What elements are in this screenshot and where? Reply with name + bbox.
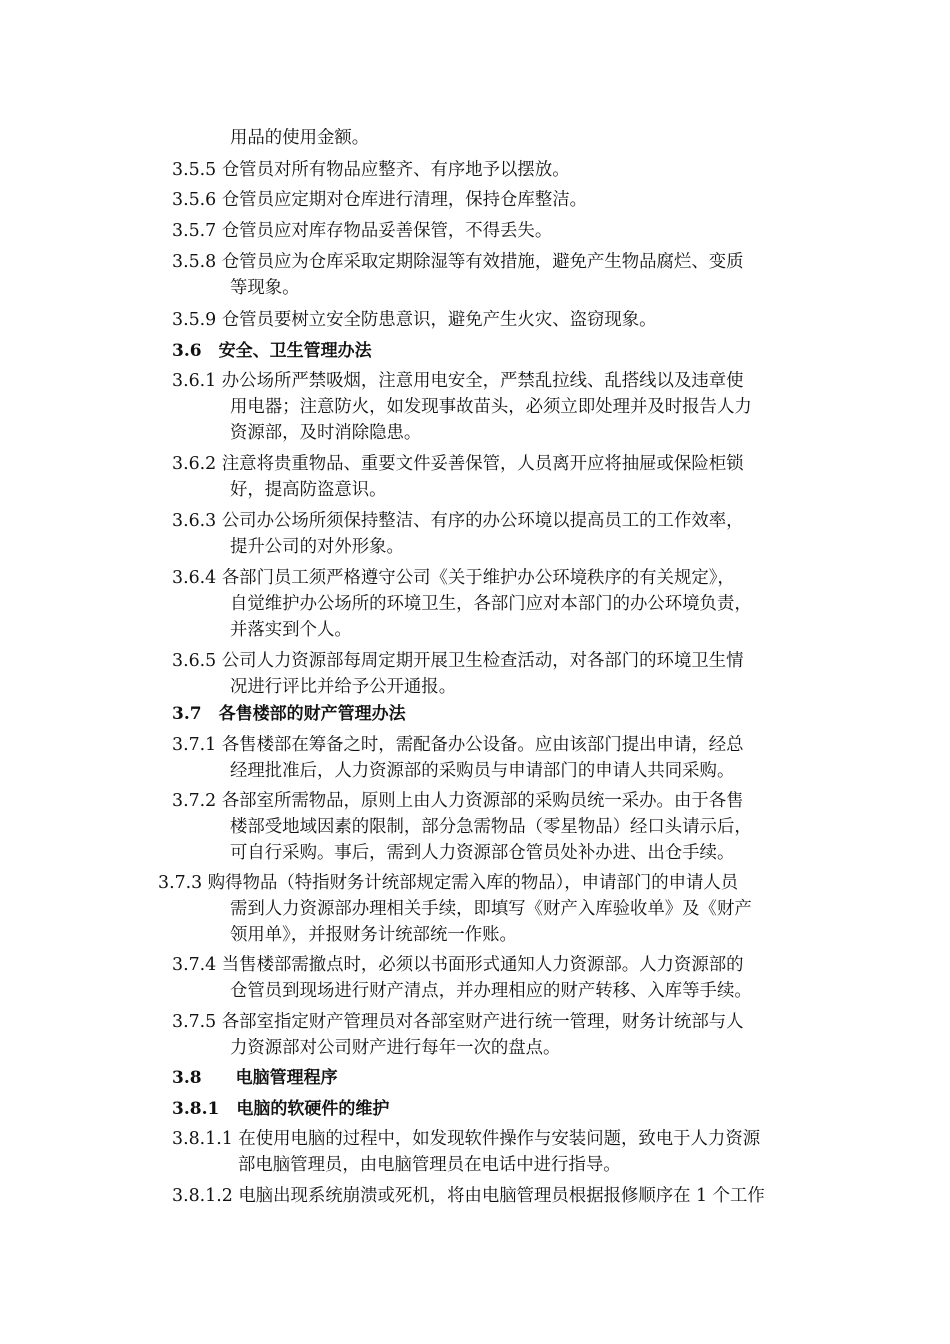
paragraph-3-8-1-1: [172, 1126, 760, 1152]
section-heading-3-8: 3.8 电脑管理程序: [172, 1068, 338, 1088]
section-heading-3-6: 3.6 安全、卫生管理办法: [172, 341, 372, 361]
paragraph-line: 仓管员对所有物品应整齐、有序地予以摆放。: [221, 160, 570, 180]
clause-number: 3.8.1.1: [172, 1129, 233, 1149]
paragraph-line: 各部室指定财产管理员对各部室财产进行统一管理，财务计统部与人: [221, 1012, 744, 1032]
clause-number: 3.7.5: [172, 1012, 217, 1032]
paragraph-line: 仓管员要树立安全防患意识，避免产生火灾、盗窃现象。: [221, 310, 657, 330]
paragraph-3-6-5: [172, 648, 744, 674]
clause-number: 3.7.1: [172, 735, 217, 755]
paragraph-line: 在使用电脑的过程中，如发现软件操作与安装问题，致电于人力资源: [238, 1129, 761, 1149]
paragraph-3-6-1: [172, 368, 744, 394]
paragraph-continuation: [230, 591, 752, 617]
paragraph-continuation: [230, 896, 752, 922]
section-heading-3-7: 3.7 各售楼部的财产管理办法: [172, 704, 406, 724]
paragraph-3-7-1: [172, 732, 744, 758]
paragraph-continuation: [230, 814, 752, 840]
clause-number: 3.6.5: [172, 651, 217, 671]
paragraph-3-5-5: [172, 157, 570, 183]
clause-number: 3.6.1: [172, 371, 217, 391]
paragraph-line: 领用单》，并报财务计统部统一作账。: [230, 925, 517, 945]
clause-number: 3.8.1.2: [172, 1186, 233, 1206]
paragraph-line: 用品的使用金额。: [230, 128, 370, 148]
paragraph-continuation: [230, 674, 456, 700]
clause-number: 3.5.7: [172, 221, 217, 241]
paragraph-line: 楼部受地域因素的限制，部分急需物品（零星物品）经口头请示后，: [230, 817, 752, 837]
paragraph-line: 各售楼部在筹备之时，需配备办公设备。应由该部门提出申请，经总: [221, 735, 744, 755]
paragraph-line: 资源部，及时消除隐患。: [230, 423, 422, 443]
paragraph-continuation: [230, 534, 404, 560]
clause-number: 3.5.8: [172, 252, 217, 272]
paragraph-line: 仓管员应对库存物品妥善保管，不得丢失。: [221, 221, 553, 241]
paragraph-3-7-2: [172, 788, 744, 814]
paragraph-line: 需到人力资源部办理相关手续，即填写《财产入库验收单》及《财产: [230, 899, 752, 919]
paragraph-3-5-9: [172, 307, 657, 333]
paragraph-line: 好，提高防盗意识。: [230, 480, 387, 500]
clause-number: 3.6.2: [172, 454, 217, 474]
paragraph-continuation: [230, 758, 734, 784]
paragraph-line: 各部门员工须严格遵守公司《关于维护办公环境秩序的有关规定》，: [221, 568, 735, 588]
paragraph-continuation: [230, 394, 752, 420]
clause-number: 3.7.3: [158, 873, 203, 893]
paragraph-line: 用电器；注意防火，如发现事故苗头，必须立即处理并及时报告人力: [230, 397, 752, 417]
paragraph-3-5-7: [172, 218, 552, 244]
clause-number: 3.6.4: [172, 568, 217, 588]
paragraph-line: 仓管员应定期对仓库进行清理，保持仓库整洁。: [221, 190, 587, 210]
paragraph-line: 公司人力资源部每周定期开展卫生检查活动，对各部门的环境卫生情: [221, 651, 744, 671]
paragraph-line: 购得物品（特指财务计统部规定需入库的物品），申请部门的申请人员: [207, 873, 739, 893]
paragraph-3-5-8: [172, 249, 744, 275]
paragraph-line: 电脑出现系统崩溃或死机，将由电脑管理员根据报修顺序在 1 个工作: [238, 1186, 765, 1206]
paragraph-line: 仓管员应为仓库采取定期除湿等有效措施，避免产生物品腐烂、变质: [221, 252, 744, 272]
paragraph-line: 部电脑管理员，由电脑管理员在电话中进行指导。: [238, 1155, 621, 1175]
paragraph-3-6-4: [172, 565, 735, 591]
paragraph-line: 力资源部对公司财产进行每年一次的盘点。: [230, 1038, 561, 1058]
clause-number: 3.5.6: [172, 190, 217, 210]
paragraph: [230, 125, 369, 151]
paragraph-line: 当售楼部需撤点时，必须以书面形式通知人力资源部。人力资源部的: [221, 955, 744, 975]
paragraph-line: 等现象。: [230, 278, 300, 298]
paragraph-line: 注意将贵重物品、重要文件妥善保管，人员离开应将抽屉或保险柜锁: [221, 454, 744, 474]
paragraph-3-8-1-2: [172, 1183, 765, 1209]
paragraph-3-6-2: [172, 451, 744, 477]
paragraph-continuation: [230, 617, 352, 643]
paragraph-continuation: [230, 978, 752, 1004]
paragraph-3-7-5: [172, 1009, 744, 1035]
paragraph-line: 经理批准后，人力资源部的采购员与申请部门的申请人共同采购。: [230, 761, 735, 781]
paragraph-continuation: [230, 1035, 560, 1061]
paragraph-continuation: [230, 922, 517, 948]
paragraph-3-7-3: [158, 870, 738, 896]
clause-number: 3.7.2: [172, 791, 217, 811]
clause-number: 3.6.3: [172, 511, 217, 531]
paragraph-line: 自觉维护办公场所的环境卫生，各部门应对本部门的办公环境负责，: [230, 594, 752, 614]
paragraph-line: 况进行评比并给予公开通报。: [230, 677, 457, 697]
paragraph-continuation: [230, 477, 387, 503]
paragraph-3-5-6: [172, 187, 587, 213]
paragraph-3-6-3: [172, 508, 744, 534]
clause-number: 3.5.5: [172, 160, 217, 180]
paragraph-line: 可自行采购。事后，需到人力资源部仓管员处补办进、出仓手续。: [230, 843, 735, 863]
paragraph-continuation: [230, 840, 734, 866]
paragraph-continuation: [230, 420, 421, 446]
section-heading-3-8-1: 3.8.1 电脑的软硬件的维护: [172, 1099, 390, 1119]
paragraph-line: 办公场所严禁吸烟，注意用电安全，严禁乱拉线、乱搭线以及违章使: [221, 371, 744, 391]
clause-number: 3.7.4: [172, 955, 217, 975]
clause-number: 3.5.9: [172, 310, 217, 330]
paragraph-line: 仓管员到现场进行财产清点，并办理相应的财产转移、入库等手续。: [230, 981, 752, 1001]
paragraph-3-7-4: [172, 952, 744, 978]
paragraph-continuation: [238, 1152, 621, 1178]
paragraph-line: 提升公司的对外形象。: [230, 537, 404, 557]
paragraph-line: 各部室所需物品，原则上由人力资源部的采购员统一采办。由于各售: [221, 791, 744, 811]
paragraph-continuation: [230, 275, 300, 301]
paragraph-line: 公司办公场所须保持整洁、有序的办公环境以提高员工的工作效率，: [221, 511, 744, 531]
paragraph-line: 并落实到个人。: [230, 620, 352, 640]
